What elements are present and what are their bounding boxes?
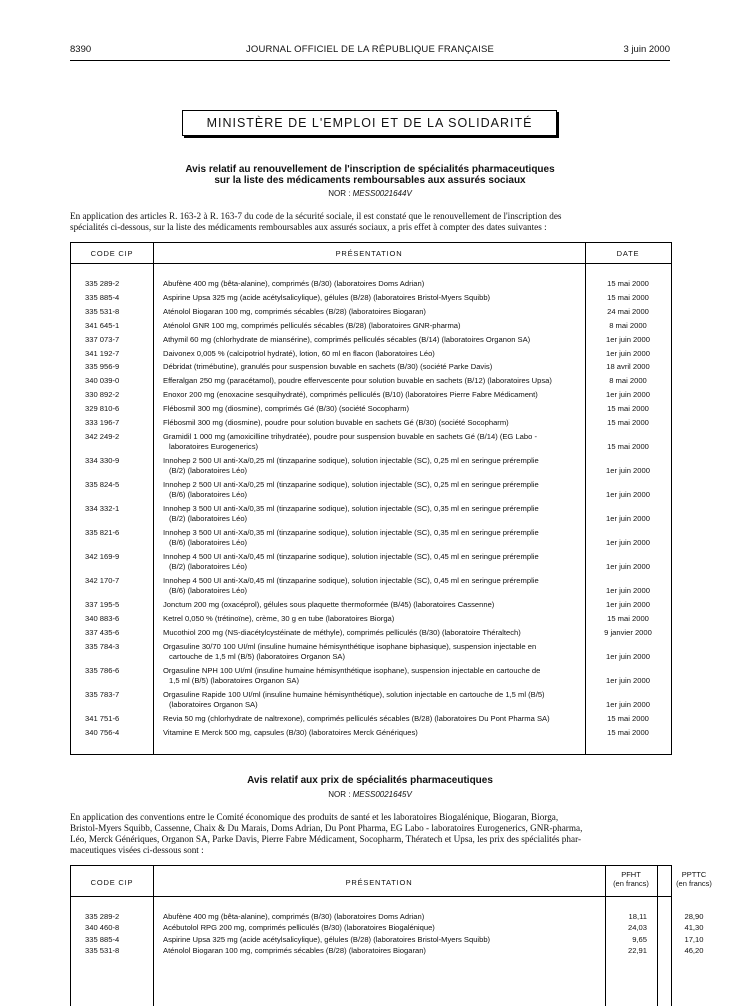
presentation-text [163,432,587,452]
presentation-line: Orgasuline 30/70 100 UI/ml (insuline humaine hémisynthétique isophane biphasique), suspension injectable en [163,641,537,651]
cip-code: 340 460-8 [85,923,120,933]
page-number: 8390 [70,44,92,55]
cip-code: 340 039-0 [85,376,120,386]
presentation-line: Débridat (trimébutine), granulés pour suspension buvable en sachets (B/30) (société Parke Davis) [163,362,493,372]
presentation-line: Jonctum 200 mg (oxacéprol), gélules sous plaquette thermoformée (B/45) (laboratoires Cassenne) [163,599,495,609]
presentation-text [163,404,587,414]
cip-code: 330 892-2 [85,390,120,400]
col-header-code: CODE CIP [90,249,134,258]
nor-label: NOR : [328,189,353,198]
presentation-text [163,600,587,610]
cip-code: 335 821-6 [85,527,120,537]
cip-code: 335 885-4 [85,292,120,302]
price-table [70,865,712,1006]
presentation-text [163,628,587,638]
issue-date: 3 juin 2000 [623,44,670,55]
cip-code: 334 330-9 [85,455,120,465]
col-header-pfht-unit: (en francs) [613,879,649,888]
presentation-line: (B/6) (laboratoires Léo) [169,489,248,499]
presentation-text: Aspirine Upsa 325 mg (acide acétylsalicylique), gélules (B/28) (laboratoires Bristol-Myers Squibb) [163,934,491,944]
presentation-line: cartouche de 1,5 ml (B/5) (laboratoires Organon SA) [169,651,346,661]
presentation-line: Innohep 3 500 UI anti-Xa/0,35 ml (tinzaparine sodique), solution injectable (SC), 0,35 ml en seringue préremplie [163,527,539,537]
avis2-title: Avis relatif aux prix de spécialités pharmaceutiques [247,775,493,786]
effective-date: 8 mai 2000 [609,320,647,330]
renewal-table [70,242,672,755]
presentation-line: Innohep 2 500 UI anti-Xa/0,25 ml (tinzaparine sodique), solution injectable (SC), 0,25 ml en seringue préremplie [163,479,539,489]
effective-date: 15 mai 2000 [607,727,649,737]
pfht-price: 24,03 [627,923,647,933]
cip-code: 335 289-2 [85,279,120,288]
presentation-text [163,307,587,317]
ministry-banner: MINISTÈRE DE L'EMPLOI ET DE LA SOLIDARITÉ [182,110,557,136]
presentation-text [163,728,587,738]
journal-title: JOURNAL OFFICIEL DE LA RÉPUBLIQUE FRANÇAISE [245,44,495,55]
presentation-line: Flébosmil 300 mg (diosmine), comprimés Gé (B/30) (société Socopharm) [163,404,410,414]
cip-code: 337 435-6 [85,627,120,637]
presentation-line: Daivonex 0,005 % (calcipotriol hydraté), lotion, 60 ml en flacon (laboratoires Léo) [163,348,435,358]
cip-code: 334 332-1 [85,503,120,513]
effective-date: 1er juin 2000 [606,537,650,547]
cip-code: 341 192-7 [85,348,120,358]
effective-date: 1er juin 2000 [606,513,650,523]
presentation-line: Aspirine Upsa 325 mg (acide acétylsalicylique), gélules (B/28) (laboratoires Bristol-Myers Squibb) [163,292,491,302]
presentation-line: Innohep 2 500 UI anti-Xa/0,25 ml (tinzaparine sodique), solution injectable (SC), 0,25 ml en seringue préremplie [163,455,539,465]
presentation-line: Aténolol Biogaran 100 mg, comprimés sécables (B/28) (laboratoires Biogaran) [163,306,426,316]
cip-code: 341 645-1 [85,320,120,330]
presentation-line: (B/2) (laboratoires Léo) [169,513,248,523]
effective-date: 1er juin 2000 [606,334,650,344]
col-header-presentation: PRÉSENTATION [335,249,403,258]
presentation-line: (B/6) (laboratoires Léo) [169,537,248,547]
effective-date: 15 mai 2000 [607,404,649,414]
ppttc-price: 41,30 [684,923,704,933]
cip-code: 337 195-5 [85,599,120,609]
cip-code: 342 170-7 [85,575,120,585]
pfht-price: 18,11 [628,912,647,921]
effective-date: 15 mai 2000 [607,418,649,427]
avis1-title-line1: Avis relatif au renouvellement de l'inscription de spécialités pharmaceutiques [185,164,555,175]
presentation-text [163,504,587,524]
header-divider [71,263,671,264]
effective-date: 18 avril 2000 [606,362,650,372]
cip-code: 333 196-7 [85,418,120,427]
cip-code: 335 783-7 [85,689,120,699]
presentation-text [163,666,587,686]
avis2-nor [70,790,670,799]
effective-date: 1er juin 2000 [606,599,650,609]
pfht-price: 22,91 [627,945,647,955]
avis1-intro-line1: En application des articles R. 163-2 à R. 163-7 du code de la sécurité sociale, il est constaté que le renouvellement de l'inscription des [70,211,562,221]
effective-date: 1er juin 2000 [606,651,650,661]
effective-date: 15 mai 2000 [607,613,649,623]
presentation-text [163,480,587,500]
presentation-line: (B/2) (laboratoires Léo) [169,561,248,571]
presentation-text: Abufène 400 mg (bêta-alanine), comprimés (B/30) (laboratoires Doms Adrian) [163,912,425,921]
effective-date: 1er juin 2000 [606,585,650,595]
cip-code: 335 531-8 [85,945,120,955]
presentation-line: Innohep 4 500 UI anti-Xa/0,45 ml (tinzaparine sodique), solution injectable (SC), 0,45 ml en seringue préremplie [163,551,539,561]
presentation-line: Innohep 4 500 UI anti-Xa/0,45 ml (tinzaparine sodique), solution injectable (SC), 0,45 ml en seringue préremplie [163,575,539,585]
presentation-text [163,614,587,624]
ppttc-price: 17,10 [684,934,704,944]
presentation-line: Gramidil 1 000 mg (amoxicilline trihydratée), poudre pour suspension buvable en sachets Gé (B/14) (EG Labo - [163,431,537,441]
avis1-title-line2: sur la liste des médicaments remboursables aux assurés sociaux [214,175,526,186]
effective-date: 1er juin 2000 [606,561,650,571]
presentation-text [163,714,587,724]
presentation-text [163,279,587,289]
ppttc-price: 28,90 [684,912,704,921]
effective-date: 15 mai 2000 [607,292,649,302]
effective-date: 24 mai 2000 [607,306,649,316]
col-divider [153,866,154,1006]
effective-date: 15 mai 2000 [607,713,649,723]
cip-code: 335 956-9 [85,362,120,372]
presentation-text [163,576,587,596]
presentation-line: Innohep 3 500 UI anti-Xa/0,35 ml (tinzaparine sodique), solution injectable (SC), 0,35 ml en seringue préremplie [163,503,539,513]
col-divider [153,243,154,754]
presentation-text [163,293,587,303]
presentation-line: Athymil 60 mg (chlorhydrate de miansérine), comprimés pelliculés sécables (B/14) (laboratoires Organon SA) [163,334,531,344]
effective-date: 1er juin 2000 [606,348,650,358]
header-divider [71,896,671,897]
cip-code: 335 824-5 [85,479,120,489]
presentation-line: (laboratoires Organon SA) [169,699,258,709]
effective-date: 1er juin 2000 [606,465,650,475]
cip-code: 335 885-4 [85,934,120,944]
presentation-text [163,390,587,400]
cip-code: 340 756-4 [85,727,120,737]
presentation-text [163,528,587,548]
presentation-text [163,690,587,710]
effective-date: 9 janvier 2000 [604,627,652,637]
effective-date: 15 mai 2000 [607,279,649,288]
effective-date: 15 mai 2000 [607,441,649,451]
presentation-line: Aténolol GNR 100 mg, comprimés pelliculés sécables (B/28) (laboratoires GNR-pharma) [163,320,461,330]
effective-date: 8 mai 2000 [609,376,647,386]
effective-date: 1er juin 2000 [606,699,650,709]
nor-code: MESS0021644V [352,189,412,198]
presentation-text [163,456,587,476]
avis2-intro-line2: Bristol-Myers Squibb, Cassenne, Chaix & Du Marais, Doms Adrian, Du Pont Pharma, EG Labo - laboratoires Eurogenerics, GNR-pharma, [70,823,583,833]
header-rule [70,60,670,61]
nor-code: MESS0021645V [352,790,412,799]
presentation-line: Enoxor 200 mg (enoxacine sesquihydraté), comprimés pelliculés (B/10) (laboratoires Pierre Fabre Médicament) [163,390,538,400]
presentation-line: (B/2) (laboratoires Léo) [169,465,248,475]
col-header-ppttc-unit: (en francs) [676,879,712,888]
col-header-presentation: PRÉSENTATION [345,878,413,887]
nor-label: NOR : [328,790,353,799]
avis2-intro-line3: Léo, Merck Génériques, Organon SA, Parke Davis, Pierre Fabre Médicament, Socopharm, Thératech et Upsa, les prix des spécialités phar- [70,834,582,844]
presentation-line: Ketrel 0,050 % (trétinoïne), crème, 30 g en tube (laboratoires Biorga) [163,613,395,623]
presentation-text [163,642,587,662]
col-header-code: CODE CIP [90,878,134,887]
presentation-text [163,335,587,345]
presentation-text: Aténolol Biogaran 100 mg, comprimés sécables (B/28) (laboratoires Biogaran) [163,945,426,955]
presentation-line: (B/6) (laboratoires Léo) [169,585,248,595]
cip-code: 341 751-6 [85,713,120,723]
presentation-line: Efferalgan 250 mg (paracétamol), poudre effervescente pour solution buvable en sachets (B/12) (laboratoires Upsa) [163,376,552,386]
presentation-text [163,349,587,359]
presentation-line: Flébosmil 300 mg (diosmine), poudre pour solution buvable en sachets Gé (B/30) (société Socopharm) [163,418,509,427]
presentation-text [163,376,587,386]
presentation-text [163,418,587,428]
presentation-line: Mucothiol 200 mg (NS-diacétylcystéinate de méthyle), comprimés pelliculés (B/30) (laboratoire Théraltech) [163,627,521,637]
cip-code: 329 810-6 [85,404,120,414]
effective-date: 1er juin 2000 [606,675,650,685]
cip-code: 335 784-3 [85,641,120,651]
avis2-intro-line4: maceutiques visées ci-dessous sont : [70,845,204,855]
pfht-price: 9,65 [632,934,647,944]
presentation-line: laboratoires Eurogenerics) [169,441,259,451]
presentation-line: Orgasuline Rapide 100 UI/ml (insuline humaine hémisynthétique), solution injectable en cartouche de 1,5 ml (B/5) [163,689,545,699]
presentation-text [163,552,587,572]
presentation-line: Abufène 400 mg (bêta-alanine), comprimés (B/30) (laboratoires Doms Adrian) [163,279,425,288]
ppttc-price: 46,20 [684,945,704,955]
col-header-pfht: PFHT [621,870,641,879]
cip-code: 337 073-7 [85,334,120,344]
effective-date: 1er juin 2000 [606,390,650,400]
cip-code: 335 531-8 [85,306,120,316]
effective-date: 1er juin 2000 [606,489,650,499]
cip-code: 342 169-9 [85,551,120,561]
presentation-line: Revia 50 mg (chlorhydrate de naltrexone), comprimés pelliculés sécables (B/28) (laboratoires Du Pont Pharma SA) [163,713,550,723]
avis1-nor [70,189,670,198]
presentation-line: Vitamine E Merck 500 mg, capsules (B/30) (laboratoires Merck Génériques) [163,727,418,737]
cip-code: 340 883-6 [85,613,120,623]
presentation-text [163,321,587,331]
presentation-text [163,362,587,372]
presentation-text: Acébutolol RPG 200 mg, comprimés pelliculés (B/30) (laboratoires Biogalénique) [163,923,435,933]
presentation-line: 1,5 ml (B/5) (laboratoires Organon SA) [169,675,299,685]
avis1-intro-line2: spécialités ci-dessous, sur la liste des médicaments remboursables aux assurés sociaux, a pris effet à compter des dates suivantes : [70,222,547,232]
page-header [70,44,670,58]
col-header-ppttc: PPTTC [681,870,707,879]
cip-code: 342 249-2 [85,431,120,441]
col-header-date: DATE [616,249,640,258]
presentation-line: Orgasuline NPH 100 UI/ml (insuline humaine hémisynthétique isophane), suspension injectable en cartouche de [163,665,541,675]
cip-code: 335 289-2 [85,912,120,921]
cip-code: 335 786-6 [85,665,120,675]
avis2-intro-line1: En application des conventions entre le Comité économique des produits de santé et les laboratoires Biogalénique, Biogaran, Biorga, [70,812,559,822]
